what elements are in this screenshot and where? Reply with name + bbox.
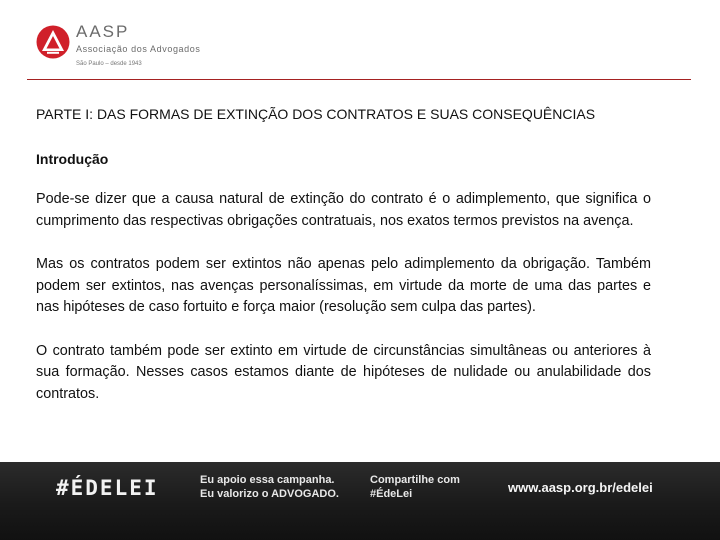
paragraph: O contrato também pode ser extinto em virtude de circunstâncias simultâneas ou anteriores à sua formação. Nesses casos estamos diante de hipóteses de nulidade ou anulabilidade dos contratos. xyxy=(36,342,651,402)
share-line-1: Compartilhe com xyxy=(370,474,460,486)
campaign-banner xyxy=(0,462,720,540)
paragraph: Mas os contratos podem ser extintos não apenas pelo adimplemento da obrigação. Também podem ser extintos, nas avenças personalíssimas, em virtude da morte de uma das partes e nas hipóteses de caso fortuito e força maior (resolução sem culpa das partes). xyxy=(36,256,651,315)
campaign-url[interactable]: www.aasp.org.br/edelei xyxy=(508,480,653,495)
header-divider xyxy=(27,79,691,80)
logo-subtitle: Associação dos Advogados xyxy=(76,44,201,54)
section-subheading: Introdução xyxy=(36,150,109,167)
campaign-hashtag: #ÉDELEI xyxy=(56,476,159,500)
logo-since: São Paulo – desde 1943 xyxy=(76,61,142,67)
document-header xyxy=(0,0,720,80)
paragraph: Pode-se dizer que a causa natural de extinção do contrato é o adimplemento, que significa o cumprimento das respectivas obrigações contratuais, nos exatos termos previstos na avença. xyxy=(36,191,651,229)
document-body xyxy=(36,104,651,427)
campaign-line-2: Eu valorizo o ADVOGADO. xyxy=(200,488,339,500)
campaign-line-1: Eu apoio essa campanha. xyxy=(200,474,335,486)
logo-name: AASP xyxy=(76,22,130,41)
section-heading: PARTE I: DAS FORMAS DE EXTINÇÃO DOS CONTRATOS E SUAS CONSEQUÊNCIAS xyxy=(36,106,596,122)
share-line-2: #ÉdeLei xyxy=(370,488,413,500)
aasp-emblem-icon xyxy=(36,25,70,59)
